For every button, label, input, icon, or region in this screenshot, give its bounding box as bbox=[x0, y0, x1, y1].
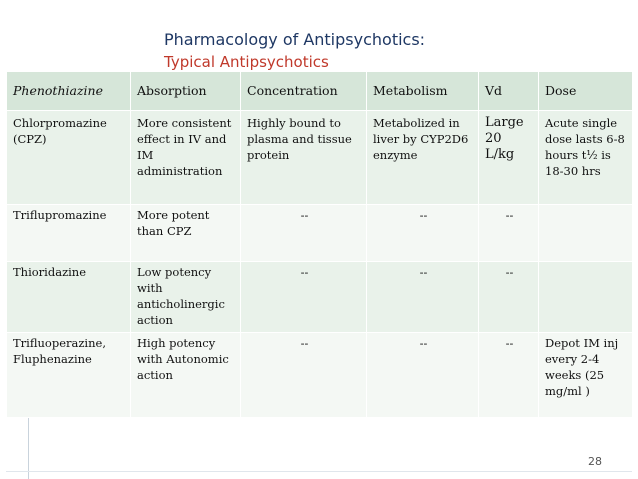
cell-absorption: High potency with Autonomic action bbox=[131, 333, 241, 418]
cell-metabolism: -- bbox=[367, 205, 479, 262]
antipsychotics-table bbox=[6, 71, 633, 418]
page-number: 28 bbox=[588, 455, 602, 468]
cell-dose bbox=[539, 262, 633, 333]
cell-concentration: -- bbox=[241, 262, 367, 333]
cell-vd: Large 20 L/kg bbox=[479, 111, 539, 205]
cell-concentration: -- bbox=[241, 205, 367, 262]
header-vd: Vd bbox=[479, 72, 539, 111]
header-absorption: Absorption bbox=[131, 72, 241, 111]
cell-drug: Thioridazine bbox=[7, 262, 131, 333]
header-phenothiazine: Phenothiazine bbox=[7, 72, 131, 111]
header-metabolism: Metabolism bbox=[367, 72, 479, 111]
cell-dose: Acute single dose lasts 6-8 hours t¹⁄₂ is 18-30 hrs bbox=[539, 111, 633, 205]
cell-vd: -- bbox=[479, 205, 539, 262]
header-concentration: Concentration bbox=[241, 72, 367, 111]
cell-drug: Chlorpromazine (CPZ) bbox=[7, 111, 131, 205]
cell-dose: Depot IM inj every 2-4 weeks (25 mg/ml ) bbox=[539, 333, 633, 418]
table-header-row bbox=[7, 72, 633, 111]
slide-title: Pharmacology of Antipsychotics: bbox=[164, 30, 426, 49]
cell-metabolism: -- bbox=[367, 262, 479, 333]
cell-concentration: -- bbox=[241, 333, 367, 418]
table-row bbox=[7, 111, 633, 205]
cell-dose bbox=[539, 205, 633, 262]
bottom-divider bbox=[6, 471, 632, 472]
cell-drug: Trifluoperazine, Fluphenazine bbox=[7, 333, 131, 418]
cell-metabolism: Metabolized in liver by CYP2D6 enzyme bbox=[367, 111, 479, 205]
table-row bbox=[7, 333, 633, 418]
slide-subtitle: Typical Antipsychotics bbox=[164, 53, 329, 71]
table-row bbox=[7, 262, 633, 333]
cell-drug: Triflupromazine bbox=[7, 205, 131, 262]
cell-vd: -- bbox=[479, 333, 539, 418]
cell-absorption: More potent than CPZ bbox=[131, 205, 241, 262]
cell-absorption: Low potency with anticholinergic action bbox=[131, 262, 241, 333]
header-dose: Dose bbox=[539, 72, 633, 111]
cell-absorption: More consistent effect in IV and IM administration bbox=[131, 111, 241, 205]
cell-vd: -- bbox=[479, 262, 539, 333]
cell-concentration: Highly bound to plasma and tissue protein bbox=[241, 111, 367, 205]
table-row bbox=[7, 205, 633, 262]
cell-metabolism: -- bbox=[367, 333, 479, 418]
